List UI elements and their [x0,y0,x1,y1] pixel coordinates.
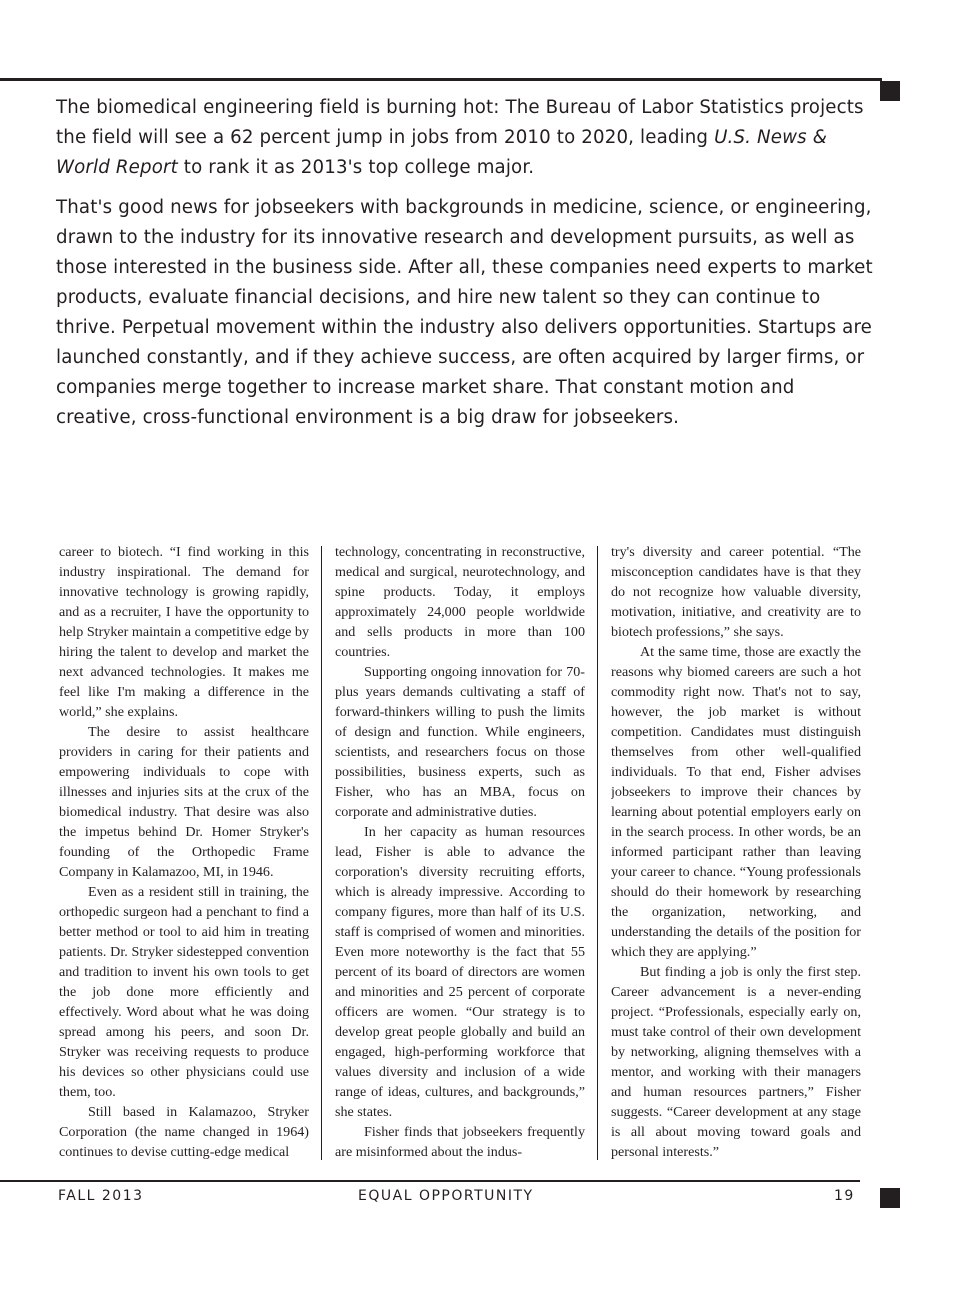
paragraph: Even as a resident still in training, the orthopedic surgeon had a penchant to find a better method or tool to aid him in treating patients. Dr. Stryker sidestepped convention and tradition to invent his own tools to get the job done more efficiently and effectively. Word about what he was doing spread among his peers, and soon Dr. Stryker was receiving requests to produce his devices so other physicians could use them, too. [59,884,309,1100]
intro-paragraph-1 [56,93,876,183]
footer-corner-square [880,1188,900,1208]
intro-paragraph-2: That's good news for jobseekers with backgrounds in medicine, science, or engineering, drawn to the industry for its innovative research and development pursuits, as well as those interested in the business side. After all, these companies need experts to market products, evaluate financial decisions, and hire new talent so they can continue to thrive. Perpetual movement within the industry also delivers opportunities. Startups are launched constantly, and if they achieve success, are often acquired by larger firms, or companies merge together to increase market share. That constant motion and creative, cross-functional environment is a big draw for jobseekers. [56,197,873,428]
paragraph: The desire to assist healthcare providers in caring for their patients and empowering individuals to cope with illnesses and injuries sits at the crux of the biomedical industry. That desire was also the impetus behind Dr. Homer Stryker's founding of the Orthopedic Frame Company in Kalamazoo, MI, in 1946. [59,724,309,880]
body-column-1 [59,542,309,1168]
column-divider-2 [597,546,598,1160]
paragraph: Fisher finds that jobseekers frequently are misinformed about the indus- [335,1124,585,1160]
footer-magazine: EQUAL OPPORTUNITY [358,1188,534,1204]
paragraph: In her capacity as human resources lead, Fisher is able to advance the corporation's diversity recruiting efforts, which is already impressive. According to company figures, more than half of its U.S. staff is comprised of women and minorities. Even more noteworthy is the fact that 55 percent of its board of directors are women and minorities and 25 percent of corporate officers are women. “Our strategy is to develop great people globally and build an engaged, high-performing workforce that values diversity and inclusion of a wide range of ideas, cultures, and backgrounds,” she states. [335,824,585,1120]
body-column-3 [611,542,861,1168]
body-column-2 [335,542,585,1168]
paragraph: try's diversity and career potential. “The misconception candidates have is that they do not recognize how valuable diversity, motivation, initiative, and creativity are to biotech professions,” she says. [611,544,861,640]
paragraph: Still based in Kalamazoo, Stryker Corporation (the name changed in 1964) continues to devise cutting-edge medical [59,1104,309,1160]
top-corner-square [880,81,900,101]
column-divider-1 [321,546,322,1160]
footer-issue: FALL 2013 [58,1188,144,1204]
paragraph: career to biotech. “I find working in this industry inspirational. The demand for innovative technology is growing rapidly, and as a recruiter, I have the opportunity to help Stryker maintain a competitive edge by hiring the talent to develop and market the next advanced technologies. It makes me feel like I'm making a difference in the world,” she explains. [59,544,309,720]
intro-text-b: to rank it as 2013's top college major. [177,157,535,178]
publication-title: U.S. News & World Report [56,127,828,178]
paragraph: technology, concentrating in reconstructive, medical and surgical, neurotechnology, and spine products. Today, it employs approximately 24,000 people worldwide and sells products in more than 100 countries. [335,544,585,660]
page-number: 19 [834,1188,855,1204]
paragraph: But finding a job is only the first step. Career advancement is a never-ending project. “Professionals, especially early on, must take control of their own development by networking, aligning themselves with a mentor, and working with their managers and human resources partners,” Fisher suggests. “Career development at any stage is all about moving toward goals and personal interests.” [611,964,861,1160]
paragraph: Supporting ongoing innovation for 70-plus years demands cultivating a staff of forward-thinkers willing to push the limits of design and function. While engineers, scientists, and researchers focus on those possibilities, business experts, such as Fisher, who has an MBA, focus on corporate and administrative duties. [335,664,585,820]
top-rule [0,78,882,81]
intro-text-a: The biomedical engineering field is burning hot: The Bureau of Labor Statistics projects the field will see a 62 percent jump in jobs from 2010 to 2020, leading [56,97,864,148]
intro-deck [56,93,876,443]
paragraph: At the same time, those are exactly the reasons why biomed careers are such a hot commodity right now. That's not to say, however, the job market is without competition. Candidates must distinguish themselves from other well-qualified individuals. To that end, Fisher advises jobseekers to improve their chances by learning about potential employers early on in the search process. In other words, be an informed participant rather than leaving your career to chance. “Young professionals should do their homework by researching the organization, networking, and understanding the details of the position for which they are applying.” [611,644,861,960]
footer-rule [0,1180,860,1182]
